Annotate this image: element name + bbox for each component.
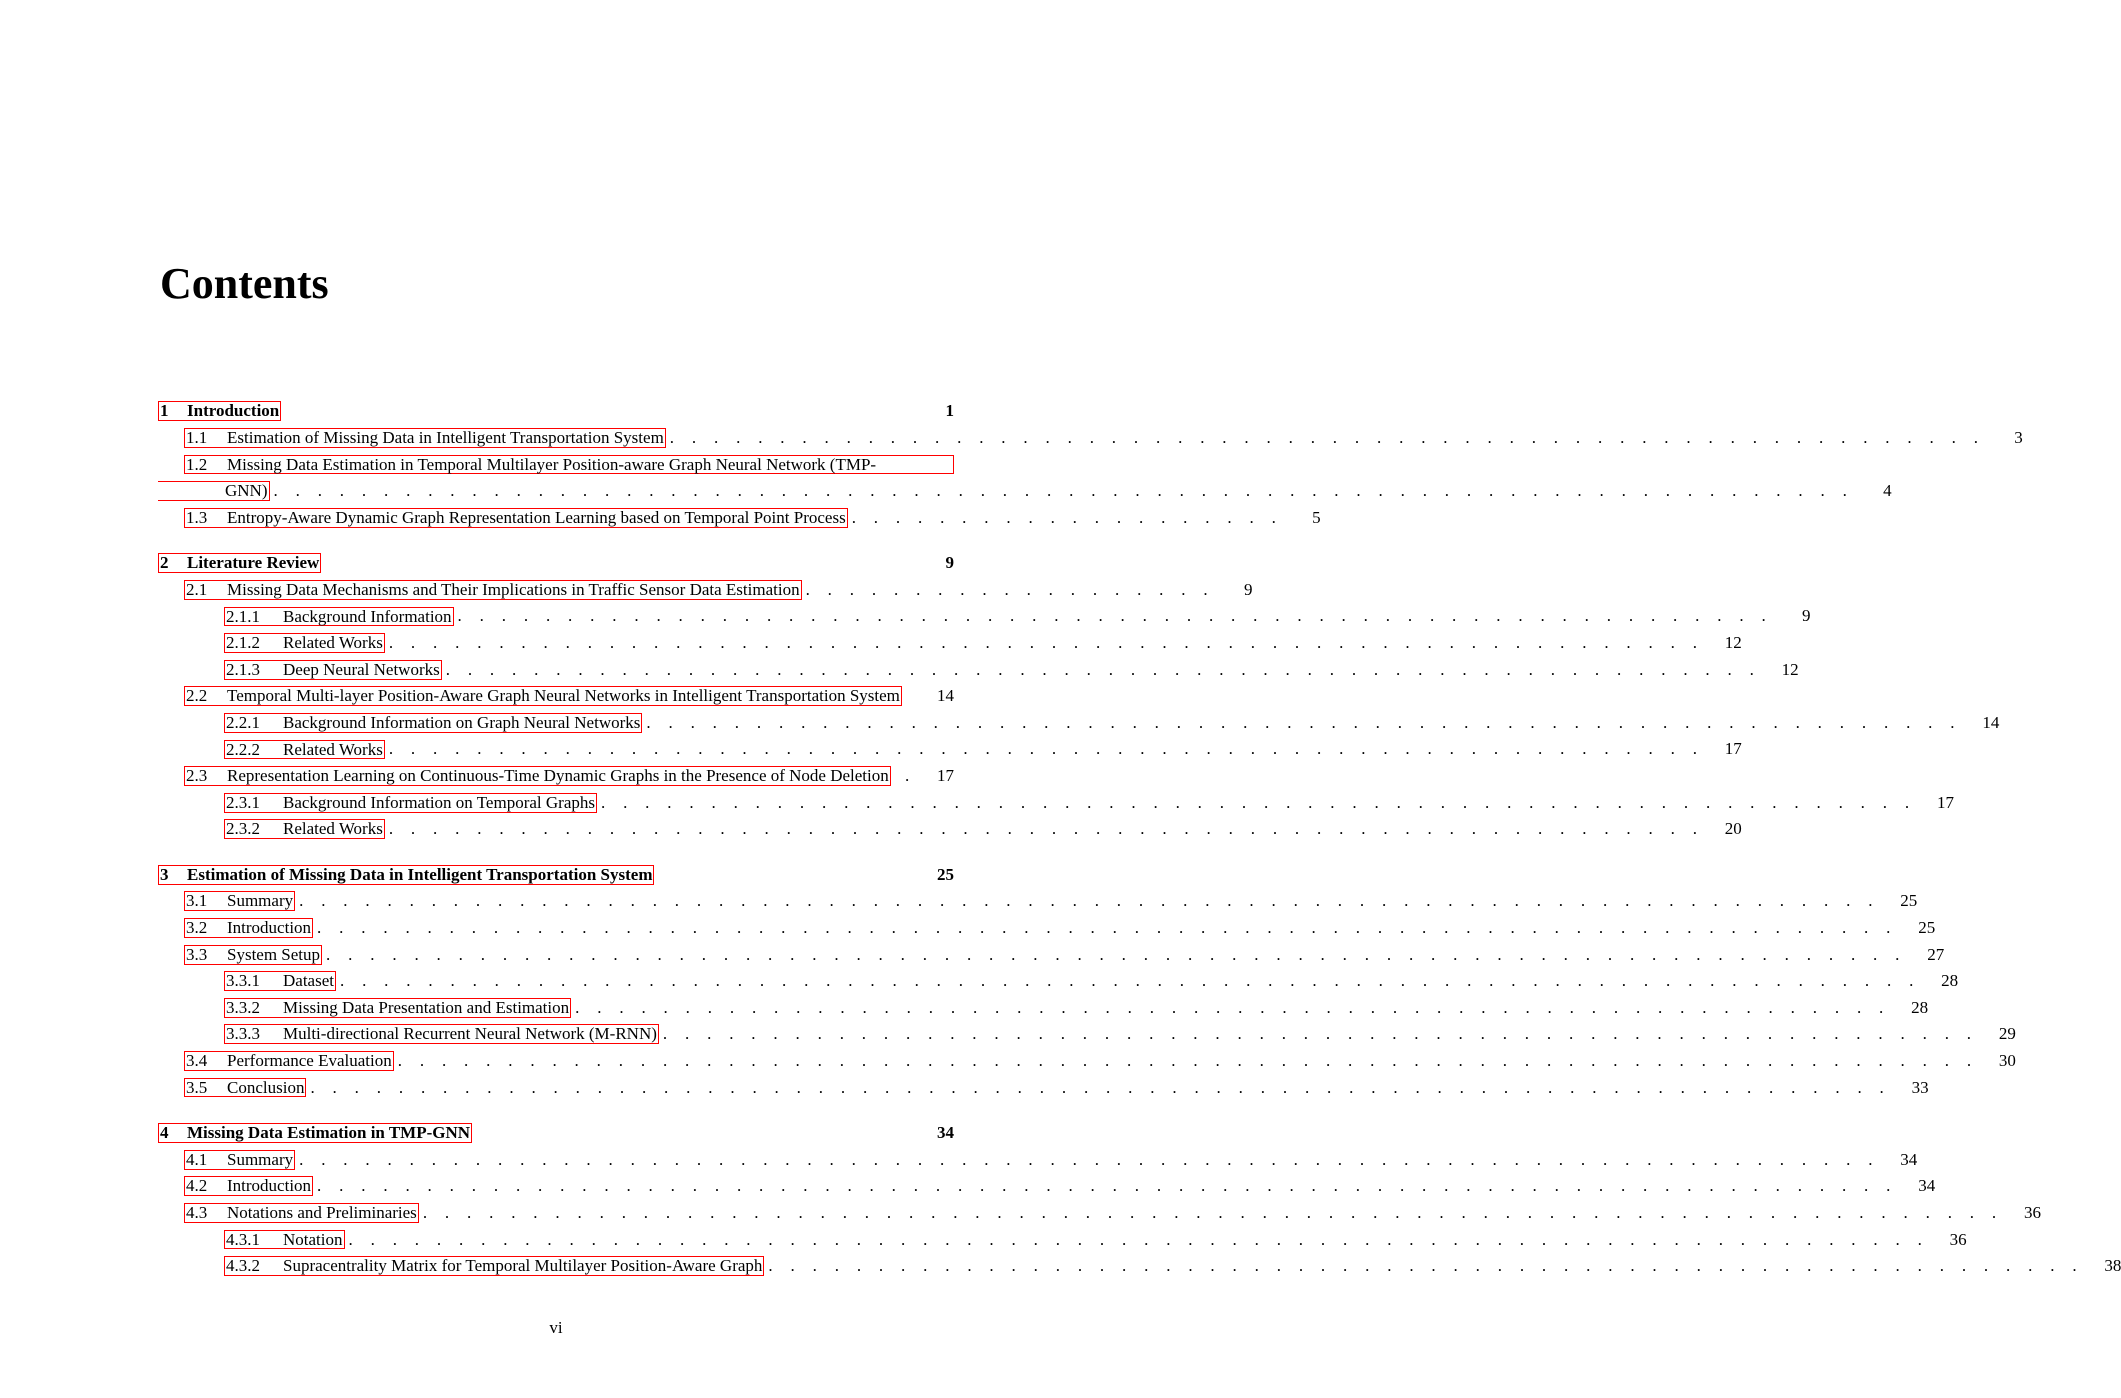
chapter-title: Introduction	[187, 401, 280, 421]
section-number: 2.3	[186, 766, 208, 786]
section-2-2-link[interactable]	[184, 686, 902, 706]
section-page: 25	[1900, 891, 1918, 911]
subsection-title: Missing Data Presentation and Estimation	[283, 997, 570, 1017]
toc-subsection-2-2-2	[224, 736, 1742, 763]
toc-section-2-2	[184, 683, 954, 710]
subsection-page: 28	[1911, 997, 1929, 1017]
subsection-2-1-3-link[interactable]	[224, 660, 442, 680]
toc-subsection-2-1-2	[224, 630, 1742, 657]
section-title: Entropy-Aware Dynamic Graph Representation Learning based on Temporal Point Process	[227, 507, 846, 527]
section-4-3-link[interactable]	[184, 1203, 419, 1223]
leader-dots: . . . . . . . . . . . . . . . . . . . . . . . . . . . . . . . . . . . . . . . . . . . . . . . . . . . . . . . . . . . .	[457, 606, 1773, 626]
subsection-3-3-3-link[interactable]	[224, 1024, 659, 1044]
section-title: Estimation of Missing Data in Intelligent Transportation System	[227, 427, 664, 447]
subsection-title: Background Information	[283, 606, 452, 626]
leader-dots: . . . . . . . . . . . . . . . . . . . . . . . . . . . . . . . . . . . . . . . . . . . . . . . . . . . . . . . . . . . . . . . . . . . . . . . .	[317, 917, 1898, 937]
chapter-number: 1	[160, 401, 169, 421]
chapter-number: 2	[160, 553, 169, 573]
section-title: Introduction	[227, 918, 312, 938]
subsection-title: Related Works	[283, 739, 383, 759]
section-number: 3.2	[186, 918, 208, 938]
subsection-page: 12	[1724, 633, 1742, 653]
subsection-4-3-2-link[interactable]	[224, 1256, 764, 1276]
subsection-title: Related Works	[283, 633, 383, 653]
leader-dots: . . . . . . . . . . . . . . . . . . . . . . . . . . . . . . . . . . . . . . . . . . . . . . . . . . . . . . . . . . . .	[388, 633, 1704, 653]
toc-section-4-2	[184, 1173, 1936, 1200]
section-page: 5	[1312, 507, 1321, 527]
section-title: Missing Data Estimation in Temporal Multilayer Position-aware Graph Neural Network (TMP-	[227, 454, 877, 474]
chapter-page: 1	[945, 401, 954, 421]
section-1-1-link[interactable]	[184, 428, 666, 448]
section-page: 4	[1883, 481, 1892, 501]
chapter-title: Estimation of Missing Data in Intelligent Transportation System	[187, 864, 653, 884]
toc-section-4-3	[184, 1200, 2041, 1227]
section-number: 4.3	[186, 1203, 208, 1222]
subsection-title: Dataset	[283, 971, 334, 991]
section-title: Summary	[227, 1149, 294, 1169]
section-number: 4.1	[186, 1149, 208, 1169]
leader-dots: . . . . . . . . . . . . . . . . . . . . . . . . . . . . . . . . . . . . . . . . . . . . . . . . . . . . . . . . . . . . . . . . . . . . . . . .	[339, 971, 1921, 991]
subsection-page: 17	[1724, 739, 1742, 759]
section-title: Introduction	[227, 1176, 312, 1196]
section-4-1-link[interactable]	[184, 1150, 295, 1170]
subsection-2-3-1-link[interactable]	[224, 793, 597, 813]
subsection-title: Related Works	[283, 819, 383, 839]
section-2-1-link[interactable]	[184, 580, 802, 600]
section-page: 36	[2023, 1202, 2041, 1222]
subsection-number: 2.2.2	[226, 739, 260, 759]
subsection-title: Notation	[283, 1229, 343, 1249]
chapter-1-link[interactable]	[158, 401, 281, 421]
section-number: 3.5	[186, 1077, 208, 1097]
leader-dots: . . . . . . . . . . . . . . . . . . . . . . . . . . . . . . . . . . . . . . . . . . . . . . . . . . . . . . . . . . . .	[669, 427, 1985, 447]
subsection-page: 28	[1941, 971, 1959, 991]
section-page: 34	[1918, 1176, 1936, 1196]
leader-dots: . . . . . . . . . . . . . . . . . . . . . . . . . . . . . . . . . . . . . . . . . . . . . . . . . . . . . . . . . . . . . . . . . . . . . . . .	[299, 1149, 1880, 1169]
toc-section-3-2	[184, 915, 1936, 942]
chapter-title: Missing Data Estimation in TMP-GNN	[187, 1123, 471, 1143]
section-page: 34	[1900, 1149, 1918, 1169]
leader-dots: . . . . . . . . . . . . . . . . . . . . . . . . . . . . . . . . . . . . . . . . . . . . . . . . . . . . . . . . . . . .	[600, 792, 1916, 812]
section-3-5-link[interactable]	[184, 1078, 306, 1098]
subsection-3-3-1-link[interactable]	[224, 971, 336, 991]
subsection-number: 2.3.2	[226, 819, 260, 839]
toc-section-1-1	[184, 425, 2023, 452]
section-page: 27	[1927, 944, 1945, 964]
section-title: Notations and Preliminaries	[227, 1203, 417, 1222]
toc-subsection-4-3-2	[224, 1253, 2121, 1280]
toc-chapter-4	[158, 1120, 954, 1147]
section-page: 25	[1918, 917, 1936, 937]
section-number: 4.2	[186, 1176, 208, 1196]
toc-section-3-5	[184, 1074, 1929, 1101]
leader-dots: . . . . . . . . . . . . . . . . . . . . . . . . . . . . . . . . . . . . . . . . . . . . . . . . . . . . . . . . . . . . . . . . . . . . . . . .	[348, 1229, 1929, 1249]
subsection-number: 4.3.2	[226, 1256, 260, 1276]
chapter-3-link[interactable]	[158, 865, 654, 885]
subsection-number: 3.3.2	[226, 997, 260, 1017]
toc-subsection-4-3-1	[224, 1226, 1967, 1253]
leader-dots: . . . . . . . . . . . . . . . . . . . . . . . . . . . . . . . . . . . . . . . . . . . . . . . . . . . . . . . . . . . . . . . . . . . . . . . .	[273, 481, 1854, 501]
section-title: Performance Evaluation	[227, 1051, 392, 1071]
chapter-page: 25	[937, 864, 954, 884]
subsection-2-1-1-link[interactable]	[224, 607, 454, 627]
toc-section-4-1	[184, 1146, 1918, 1173]
subsection-number: 2.1.1	[226, 606, 260, 626]
leader-dots: . . . . . . . . . . . . . . . . . . . . . . . . . . . . . . . . . . . . . . . . . . . . . . . . . . . . . . . . . . . . . . . . . . . . . . . .	[310, 1077, 1891, 1097]
chapter-2-link[interactable]	[158, 553, 321, 573]
chapter-page: 34	[937, 1123, 954, 1143]
toc-section-1-2-cont	[158, 478, 1892, 505]
section-number: 1.3	[186, 507, 208, 527]
toc-chapter-3	[158, 862, 954, 889]
section-1-2-link[interactable]	[184, 455, 954, 475]
subsection-page: 12	[1781, 659, 1799, 679]
subsection-page: 20	[1724, 819, 1742, 839]
section-page: 9	[1243, 579, 1253, 599]
leader-dots: . . . . . . . . . . . . . . . . . . . . . . . . . . . . . . . . . . . . . . . . . . . . . . . . . . . . . . . . . . . .	[388, 739, 1704, 759]
subsection-2-2-1-link[interactable]	[224, 713, 642, 733]
leader-dots: . . . . . . . . . . . . . . . . . . .	[805, 579, 1215, 599]
subsection-page: 38	[2104, 1256, 2121, 1276]
chapter-number: 3	[160, 864, 169, 884]
section-title: Summary	[227, 891, 294, 911]
toc-subsection-2-2-1	[224, 710, 2000, 737]
section-title: Conclusion	[227, 1077, 305, 1097]
toc-subsection-2-3-1	[224, 789, 1954, 816]
toc-section-1-2	[184, 451, 954, 478]
subsection-number: 3.3.1	[226, 971, 260, 991]
subsection-2-1-2-link[interactable]	[224, 633, 385, 653]
subsection-page: 29	[1998, 1024, 2016, 1044]
section-3-1-link[interactable]	[184, 891, 295, 911]
section-number: 3.3	[186, 944, 208, 964]
section-number: 2.2	[186, 686, 208, 706]
leader-dots: . . . . . . . . . . . . . . . . . . . . . . . . . . . . . . . . . . . . . . . . . . . . . . . . . . . . . . . . . . . . . . . . . . . . . . . .	[422, 1202, 2003, 1222]
toc-section-1-3	[184, 504, 1321, 531]
leader-dots: . . . . . . . . . . . . . . . . . . . . . . . . . . . . . . . . . . . . . . . . . . . . . . . . . . . . . . . . . . . . . . . . . . . . . . . .	[317, 1176, 1898, 1196]
toc-chapter-2	[158, 550, 954, 577]
section-title: Representation Learning on Continuous-Time Dynamic Graphs in the Presence of Node Deletion	[227, 766, 889, 786]
section-3-2-link[interactable]	[184, 918, 313, 938]
chapter-title: Literature Review	[187, 553, 320, 573]
section-number: 3.4	[186, 1051, 208, 1071]
subsection-number: 2.1.2	[226, 633, 260, 653]
toc-section-3-1	[184, 888, 1918, 915]
toc-subsection-3-3-1	[224, 968, 1959, 995]
leader-dots: . . . . . . . . . . . . . . . . . . . . . . . . . . . . . . . . . . . . . . . . . . . . . . . . . . . . . . . . . . . .	[575, 997, 1891, 1017]
subsection-number: 2.3.1	[226, 792, 260, 812]
section-page: 3	[2014, 427, 2023, 447]
section-page: 17	[937, 766, 954, 786]
subsection-title: Supracentrality Matrix for Temporal Multilayer Position-Aware Graph	[283, 1256, 763, 1276]
leader-dots: . . . . . . . . . . . . . . . . . . . . . . . . . . . . . . . . . . . . . . . . . . . . . . . . . . . . . . . . . . . .	[768, 1256, 2084, 1276]
section-page: 14	[937, 686, 954, 706]
toc-section-2-3	[184, 763, 954, 790]
section-title: System Setup	[227, 944, 321, 964]
leader-dots: . . . . . . . . . . . . . . . . . . . . . . . . . . . . . . . . . . . . . . . . . . . . . . . . . . . . . . . . . . . .	[388, 819, 1704, 839]
section-title-cont: GNN)	[225, 481, 268, 501]
leader-dots: . . . . . . . . . . . . . . . . . . . .	[851, 507, 1283, 527]
section-4-2-link[interactable]	[184, 1176, 313, 1196]
subsection-page: 14	[1982, 712, 2000, 732]
subsection-4-3-1-link[interactable]	[224, 1230, 345, 1250]
section-title: Missing Data Mechanisms and Their Implications in Traffic Sensor Data Estimation	[227, 579, 800, 599]
subsection-number: 2.2.1	[226, 712, 260, 732]
section-page: 33	[1911, 1077, 1929, 1097]
toc-section-3-3	[184, 941, 1945, 968]
leader-dots: . . . . . . . . . . . . . . . . . . . . . . . . . . . . . . . . . . . . . . . . . . . . . . . . . . . . . . . . . . . . . . . . . . . . . . . .	[326, 944, 1907, 964]
subsection-2-2-2-link[interactable]	[224, 740, 385, 760]
subsection-page: 17	[1936, 792, 1954, 812]
section-page: 30	[1998, 1050, 2016, 1070]
section-3-4-link[interactable]	[184, 1051, 394, 1071]
page-title: Contents	[160, 259, 329, 308]
subsection-title: Multi-directional Recurrent Neural Network (M-RNN)	[283, 1024, 657, 1044]
subsection-number: 4.3.1	[226, 1229, 260, 1249]
section-title: Temporal Multi-layer Position-Aware Graph Neural Networks in Intelligent Transportation System	[227, 686, 900, 706]
subsection-title: Background Information on Temporal Graphs	[283, 792, 595, 812]
section-1-2-link-cont[interactable]	[158, 481, 270, 501]
subsection-page: 9	[1802, 606, 1811, 626]
leader-dots: . . . . . . . . . . . . . . . . . . . . . . . . . . . . . . . . . . . . . . . . . . . . . . . . . . . . . . . . . . . .	[646, 712, 1962, 732]
subsection-title: Background Information on Graph Neural Networks	[283, 712, 641, 732]
table-of-contents	[158, 398, 2121, 1279]
toc-subsection-3-3-3	[224, 1021, 2016, 1048]
leader-dots: . . . . . . . . . . . . . . . . . . . . . . . . . . . . . . . . . . . . . . . . . . . . . . . . . . . . . . . . . . . .	[662, 1024, 1978, 1044]
section-number: 3.1	[186, 891, 208, 911]
chapter-page: 9	[945, 553, 954, 573]
subsection-page: 36	[1949, 1229, 1967, 1249]
subsection-number: 3.3.3	[226, 1024, 260, 1044]
page-number-footer: vi	[549, 1318, 563, 1337]
subsection-title: Deep Neural Networks	[283, 659, 440, 679]
section-number: 1.2	[186, 454, 208, 474]
toc-subsection-2-1-3	[224, 656, 1799, 683]
leader-dots: . . . . . . . . . . . . . . . . . . . . . . . . . . . . . . . . . . . . . . . . . . . . . . . . . . . . . . . . . . . .	[445, 659, 1761, 679]
section-number: 1.1	[186, 427, 208, 447]
section-2-3-link[interactable]	[184, 766, 891, 786]
subsection-3-3-2-link[interactable]	[224, 998, 571, 1018]
subsection-2-3-2-link[interactable]	[224, 819, 385, 839]
section-number: 2.1	[186, 579, 208, 599]
leader-dots: . . . . . . . . . . . . . . . . . . . . . . . . . . . . . . . . . . . . . . . . . . . . . . . . . . . . . . . . . . . . . . . . . . . . . . . .	[397, 1050, 1978, 1070]
toc-subsection-3-3-2	[224, 994, 1929, 1021]
chapter-number: 4	[160, 1123, 169, 1143]
toc-subsection-2-3-2	[224, 816, 1742, 843]
section-1-3-link[interactable]	[184, 508, 848, 528]
toc-subsection-2-1-1	[224, 603, 1811, 630]
leader-dots: . . . . . . . . . . . . . . . . . . . . . . . . . . . . . . . . . . . . . . . . . . . . . . . . . . . . . . . . . . . . . . . . . . . . . . . .	[299, 891, 1880, 911]
toc-section-2-1	[184, 577, 1253, 604]
leader-dots: .	[904, 766, 916, 786]
toc-section-3-4	[184, 1048, 2016, 1075]
section-3-3-link[interactable]	[184, 945, 322, 965]
subsection-number: 2.1.3	[226, 659, 260, 679]
toc-chapter-1	[158, 398, 954, 425]
chapter-4-link[interactable]	[158, 1123, 472, 1143]
